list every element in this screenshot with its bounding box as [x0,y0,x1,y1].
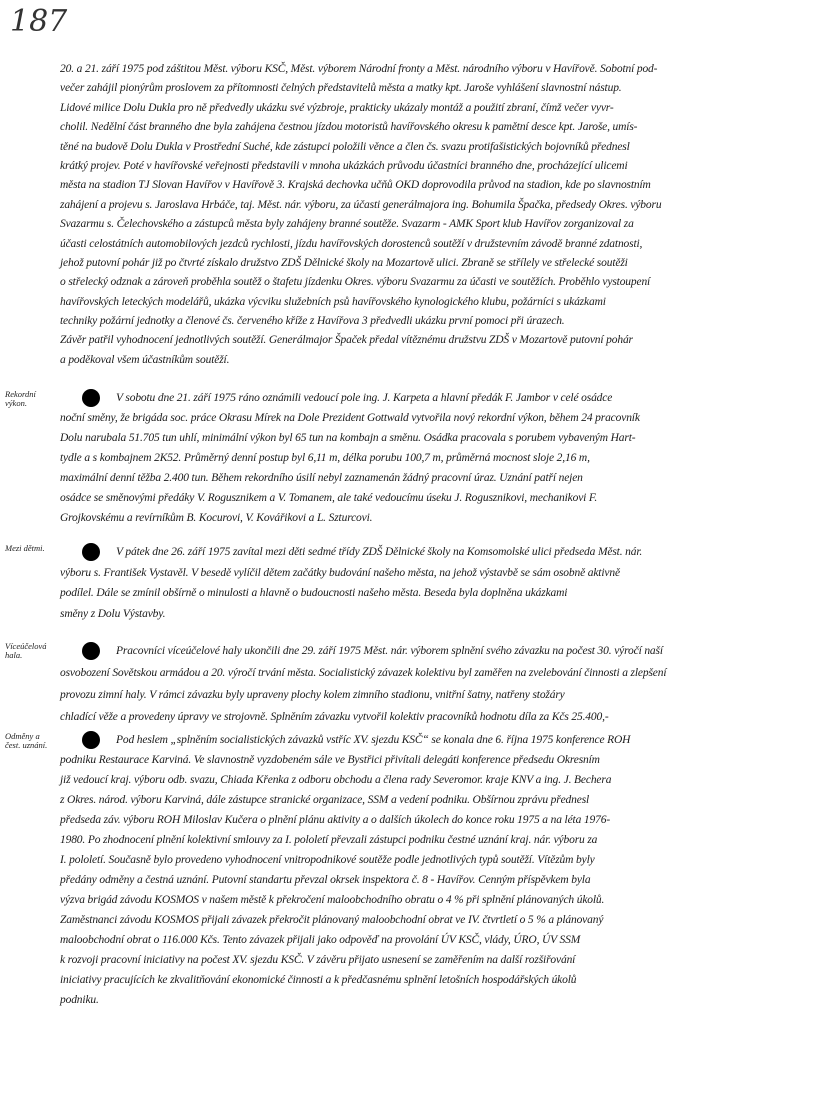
handwritten-text-line: havířovských leteckých modelářů, ukázka výcviku služebních psů havířovského kynologického klubu, požárníci s ukázkami [60,295,606,308]
handwritten-text-line: I. pololetí. Současně bylo provedeno vyhodnocení vnitropodnikové soutěže podle jednotlivých typů soutěží. Vítězům byly [60,854,595,866]
handwritten-text-line: 1980. Po zhodnocení plnění kolektivní smlouvy za I. pololetí převzali zástupci podniku čestné uznání kraj. nár. výboru za [60,834,598,846]
handwritten-text-line: osvobození Sovětskou armádou a 20. výročí trvání města. Socialistický závazek kolektivu byl zaměřen na zvelebování činnosti a zlepšení [60,667,667,679]
margin-note: Víceúčelová hala. [5,641,47,660]
handwritten-text-line: předány odměny a čestná uznání. Putovní standartu převzal okrsek inspektora č. 8 - Havířov. Cenným příspěvkem byla [60,874,591,886]
chronicle-entry-mezi-detmi [5,542,820,624]
handwritten-text-line: již vedoucí kraj. výboru odb. svazu, Chiada Křenka z odboru obchodu a člena rady Severomor. kraje KNV a ing. J. Bechera [60,774,612,786]
handwritten-text-line: podílel. Dále se zmínil obšírně o minulosti a hlavně o budoucnosti našeho města. Beseda byla doplněna ukázkami [60,587,568,599]
handwritten-text-line: večer zahájil pionýrům proslovem za přítomnosti čelných představitelů města a matky kpt. Jaroše vyhlášení slavnostní nástup. [60,82,622,95]
handwritten-text-line: Závěr patřil vyhodnocení jednotlivých soutěží. Generálmajor Špaček předal vítěznému družstvu ZDŠ v Mozartově putovní pohár [60,334,633,347]
handwritten-text-line: k rozvoji pracovní iniciativy na počest XV. sjezdu KSČ. V závěru přijato usnesení se zaměřením na další rozšiřování [60,954,576,966]
handwritten-text-line: podniku Restaurace Karviná. Ve slavnostně vyzdobeném sále ve Bystřici přivítali delegáti konference předsedu Okresním [60,754,600,766]
handwritten-text-line: zahájení a projevu s. Jaroslava Hrbáče, taj. Měst. nár. výboru, za účasti generálmajora ing. Bohumila Špačka, předsedy Okres. výboru [60,198,662,211]
margin-note: Odměny a čest. uznání. [5,731,48,750]
handwritten-text-line: Pracovníci víceúčelové haly ukončili dne 29. září 1975 Měst. nár. výborem splnění svého závazku na počest 30. výročí naší [116,645,663,657]
handwritten-text-line: z Okres. národ. výboru Karviná, dále zástupce stranické organizace, SSM a vedení podniku. Obšírnou zprávu přednesl [60,794,590,806]
handwritten-text-line: Zaměstnanci závodu KOSMOS přijali závazek překročit plánovaný maloobchodní obrat ve IV. čtvrtletí o 5 % a plánovaný [60,914,604,926]
handwritten-text-line: a poděkoval všem účastníkům soutěží. [60,353,230,366]
bullet-dot-icon [82,642,100,660]
handwritten-text-line: 20. a 21. září 1975 pod záštitou Měst. výboru KSČ, Měst. výborem Národní fronty a Měst. národního výboru v Havířově. Sobotní pod- [60,63,658,75]
chronicle-entry-rekordni-vykon [5,388,820,528]
handwritten-text-line: Grojkovskému a revírníkům B. Kocurovi, V. Kovářikovi a L. Szturcovi. [60,512,373,524]
handwritten-text-line: Svazarmu s. Čelechovského a zástupců města byly zahájeny branné soutěže. Svazarm - AMK Sport klub Havířov zorganizoval za [60,218,634,231]
handwritten-text-line: směny z Dolu Výstavby. [60,607,166,620]
handwritten-text-line: krátký projev. Poté v havířovské veřejnosti představili v mnoha ukázkách průvodu účastníci branného dne, procházející ulicemi [60,159,628,172]
margin-note: Rekordní výkon. [5,389,36,408]
bullet-dot-icon [82,389,100,407]
bullet-dot-icon [82,731,100,749]
handwritten-text-line: V sobotu dne 21. září 1975 ráno oznámili vedoucí pole ing. J. Karpeta a hlavní předák F. Jambor v celé osádce [116,392,613,404]
handwritten-text-line: iniciativy pracujících ke zkvalitňování ekonomické činnosti a k předčasnému splnění letošních hospodářských úkolů [60,974,577,986]
handwritten-text-line: o střelecký odznak a zároveň proběhla soutěž o štafetu jízdenku Okres. výboru Svazarmu za účasti ve soutěžích. Proběhlo vystoupení [60,276,651,289]
handwritten-text-line: těné na budově Dolu Dukla v Prostřední Suché, kde zástupci položili věnce a člen čs. svazu protifašistických bojovníků přednesl [60,140,630,153]
handwritten-text-line: jehož putovní pohár již po čtvrté získalo družstvo ZDŠ Dělnické školy na Mozartově ulici. Zbraně se střílely ve střelecké soutěži [60,256,628,269]
handwritten-text-line: Lidové milice Dolu Dukla pro ně předvedly ukázku své výzbroje, prakticky ukázaly montáž a použití zbraní, čímž večer vyvr- [60,101,614,114]
handwritten-text-line: maximální denní těžba 2.400 tun. Během rekordního úsilí nebyl zaznamenán žádný pracovní úraz. Uznání patří nejen [60,472,583,484]
chronicle-entry-odmeny [5,730,820,1010]
handwritten-text-line: techniky požární jednotky a členové čs. červeného kříže z Havířova 3 předvedli ukázku první pomoci při úrazech. [60,315,565,328]
handwritten-text-line: města na stadion TJ Slovan Havířov v Havířově 3. Krajská dechovka učňů OKD doprovodila průvod na stadion, kde po slavnostním [60,179,651,192]
handwritten-text-line: výzva brigád závodu KOSMOS v našem městě k překročení maloobchodního obratu o 4 % při splnění plánovaných úkolů. [60,894,605,906]
handwritten-text-line: V pátek dne 26. září 1975 zavítal mezi děti sedmé třídy ZDŠ Dělnické školy na Komsomolské ulici předseda Měst. nár. [116,546,643,558]
handwritten-text-line: výboru s. František Vystavěl. V besedě vylíčil dětem začátky budování našeho města, na jehož výstavbě se sám osobně aktivně [60,566,620,579]
handwritten-text-line: Pod heslem „splněním socialistických závazků vstříc XV. sjezdu KSČ“ se konala dne 6. října 1975 konference ROH [116,734,631,746]
chronicle-entry-viceucelova-hala [5,640,820,728]
page-number: 187 [10,4,68,39]
handwritten-text-line: Dolu narubala 51.705 tun uhlí, minimální výkon byl 65 tun na kombajn a směnu. Osádka pracovala s porubem vybaveným Hart- [60,432,636,444]
handwritten-text-line: chladící věže a provedeny úpravy ve strojovně. Splněním závazku vytvořil kolektiv pracovníků hodnotu díla za Kčs 25.400,- [60,711,609,723]
handwritten-text-line: noční směny, že brigáda soc. práce Okrasu Mírek na Dole Prezident Gottwald vytvořila nový rekordní výkon, během 24 pracovník [60,412,640,424]
handwritten-text-line: cholil. Nedělní část branného dne byla zahájena čestnou jízdou motoristů havířovského okresu k pamětní desce kpt. Jaroše, umís- [60,121,638,134]
margin-note: Mezi dětmi. [5,543,45,553]
handwritten-text-line: předseda záv. výboru ROH Miloslav Kučera o plnění plánu aktivity a o dalších úkolech do konce roku 1975 a na léta 1976- [60,814,611,826]
handwritten-text-line: osádce se směnovými předáky V. Rogusznikem a V. Tomanem, ale také vedoucímu úseku J. Rogusznikovi, mechanikovi F. [60,492,598,504]
handwritten-text-line: provozu zimní haly. V rámci závazku byly upraveny plochy kolem zimního stadionu, vnitřní šatny, natřeny stožáry [60,689,565,701]
handwritten-text-line: tydle a s kombajnem 2K52. Průměrný denní postup byl 6,11 m, délka porubu 100,7 m, průměrná mocnost sloje 2,16 m, [60,452,590,464]
handwritten-text-line: účasti celostátních automobilových jezdců rychlosti, jízdu havířovských dorostenců soutěží v družstevním závodě branné zdatnosti, [60,237,643,250]
handwritten-text-line: podniku. [60,994,99,1006]
chronicle-entry-branny-den [60,60,820,370]
handwritten-text-line: maloobchodní obrat o 116.000 Kčs. Tento závazek přijali jako odpověď na provolání ÚV KSČ, vlády, ÚRO, ÚV SSM [60,934,581,946]
